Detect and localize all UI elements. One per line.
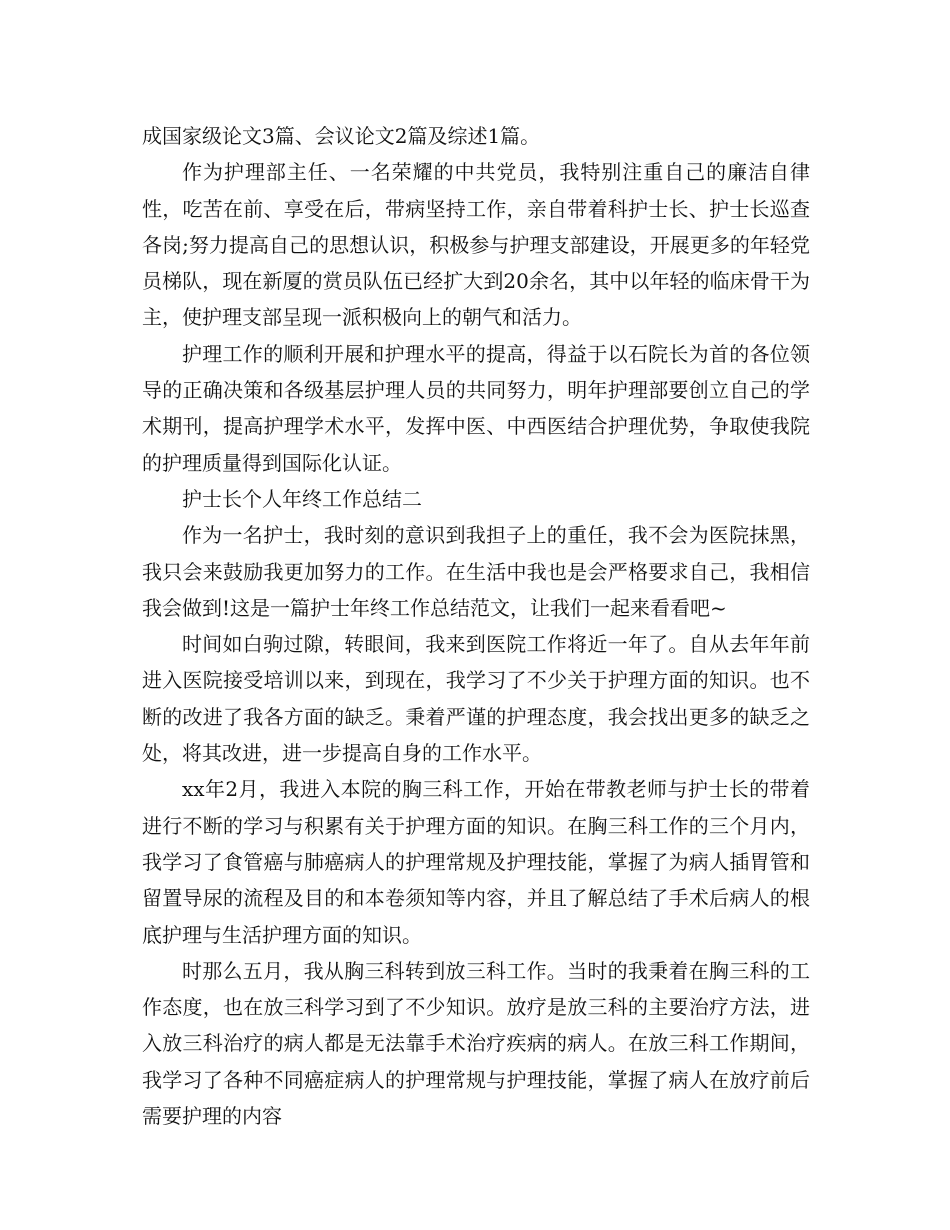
paragraph-intro: 作为一名护士，我时刻的意识到我担子上的重任，我不会为医院抹黑，我只会来鼓励我更加努力的工作。在生活中我也是会严格要求自己，我相信我会做到!这是一篇护士年终工作总结范文，让我们一起来看看吧~ <box>142 523 810 620</box>
paragraph-first-year: 时间如白驹过隙，转眼间，我来到医院工作将近一年了。自从去年年前进入医院接受培训以来，到现在，我学习了不少关于护理方面的知识。也不断的改进了我各方面的缺乏。秉着严谨的护理态度，我会找出更多的缺乏之处，将其改进，进一步提高自身的工作水平。 <box>142 632 810 766</box>
section-heading: 护士长个人年终工作总结二 <box>182 486 422 511</box>
paragraph-thoracic-dept: xx年2月，我进入本院的胸三科工作，开始在带教老师与护士长的带着进行不断的学习与积累有关于护理方面的知识。在胸三科工作的三个月内，我学习了食管癌与肺癌病人的护理常规及护理技能，掌握了为病人插胃管和留置导尿的流程及目的和本卷须知等内容，并且了解总结了手术后病人的根底护理与生活护理方面的知识。 <box>142 777 810 947</box>
document-body <box>142 118 810 1134</box>
paragraph-radiotherapy-dept: 时那么五月，我从胸三科转到放三科工作。当时的我秉着在胸三科的工作态度，也在放三科学习到了不少知识。放疗是放三科的主要治疗方法，进入放三科治疗的病人都是无法靠手术治疗疾病的病人。在放三科工作期间，我学习了各种不同癌症病人的护理常规与护理技能，掌握了病人在放疗前后需要护理的内容 <box>142 958 810 1129</box>
paragraph-outlook: 护理工作的顺利开展和护理水平的提高，得益于以石院长为首的各位领导的正确决策和各级基层护理人员的共同努力，明年护理部要创立自己的学术期刊，提高护理学术水平，发挥中医、中西医结合护理优势，争取使我院的护理质量得到国际化认证。 <box>142 341 810 475</box>
paragraph-continuation: 成国家级论文3篇、会议论文2篇及综述1篇。 <box>142 124 541 148</box>
paragraph-integrity: 作为护理部主任、一名荣耀的中共党员，我特别注重自己的廉洁自律性，吃苦在前、享受在后，带病坚持工作，亲自带着科护士长、护士长巡查各岗;努力提高自己的思想认识，积极参与护理支部建设，开展更多的年轻党员梯队，现在新厦的赏员队伍已经扩大到20余名，其中以年轻的临床骨干为主，使护理支部呈现一派积极向上的朝气和活力。 <box>142 160 810 330</box>
